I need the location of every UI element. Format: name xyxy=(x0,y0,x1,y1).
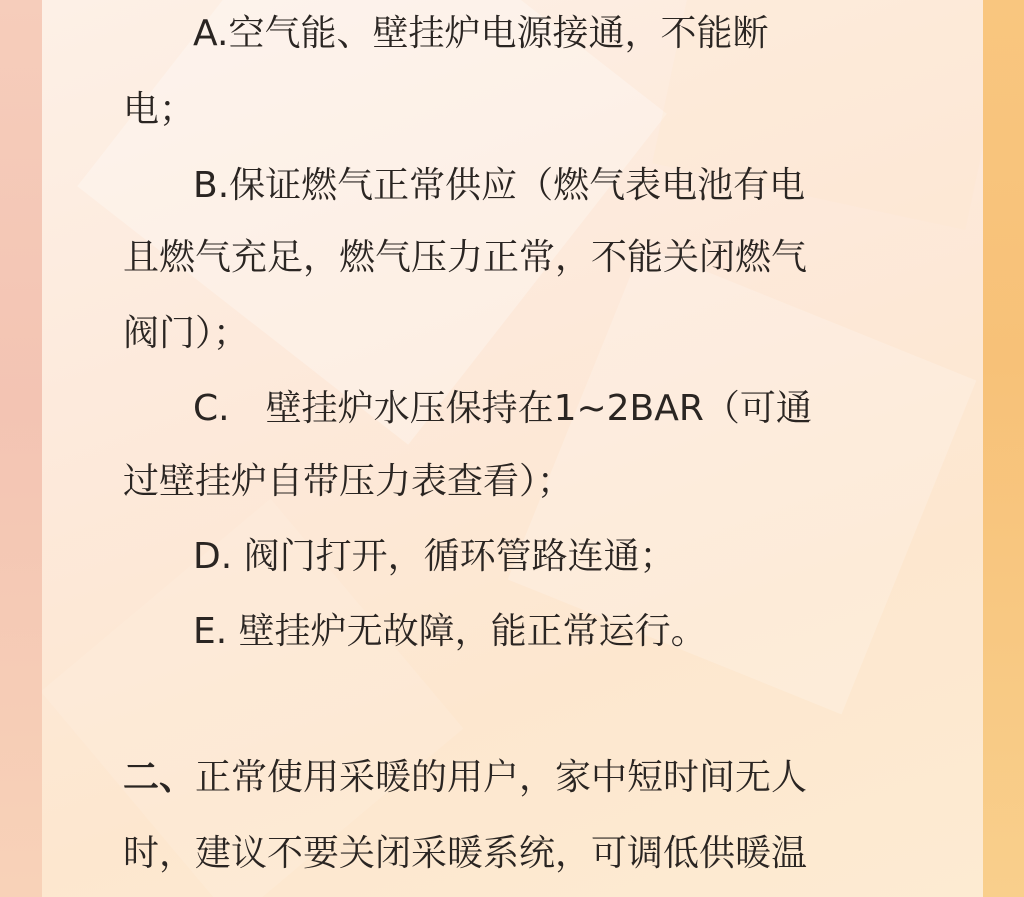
item-a-line-2: 电； xyxy=(123,89,196,130)
item-b-line-1: B.保证燃气正常供应（燃气表电池有电 xyxy=(193,165,806,206)
item-d-line-1: D. 阀门打开，循环管路连通； xyxy=(193,536,676,577)
section-2-text: 正常使用采暖的用户，家中短时间无人 xyxy=(195,757,808,798)
section-2-line-1 xyxy=(123,754,807,802)
item-a-line-1: A.空气能、壁挂炉电源接通，不能断 xyxy=(193,13,769,54)
background-facet xyxy=(77,0,667,445)
item-c-line-2: 过壁挂炉自带压力表查看）； xyxy=(123,461,574,502)
right-decorative-strip xyxy=(983,0,1024,897)
item-b-line-2: 且燃气充足，燃气压力正常，不能关闭燃气 xyxy=(123,237,808,278)
item-e-line-1: E. 壁挂炉无故障，能正常运行。 xyxy=(193,611,707,652)
item-b-line-3: 阀门）； xyxy=(123,313,250,354)
section-2-heading: 二、 xyxy=(123,757,196,798)
left-decorative-strip xyxy=(0,0,42,897)
item-c-line-1: C. 壁挂炉水压保持在1~2BAR（可通 xyxy=(193,388,812,429)
section-2-line-2: 时，建议不要关闭采暖系统，可调低供暖温 xyxy=(123,833,808,874)
